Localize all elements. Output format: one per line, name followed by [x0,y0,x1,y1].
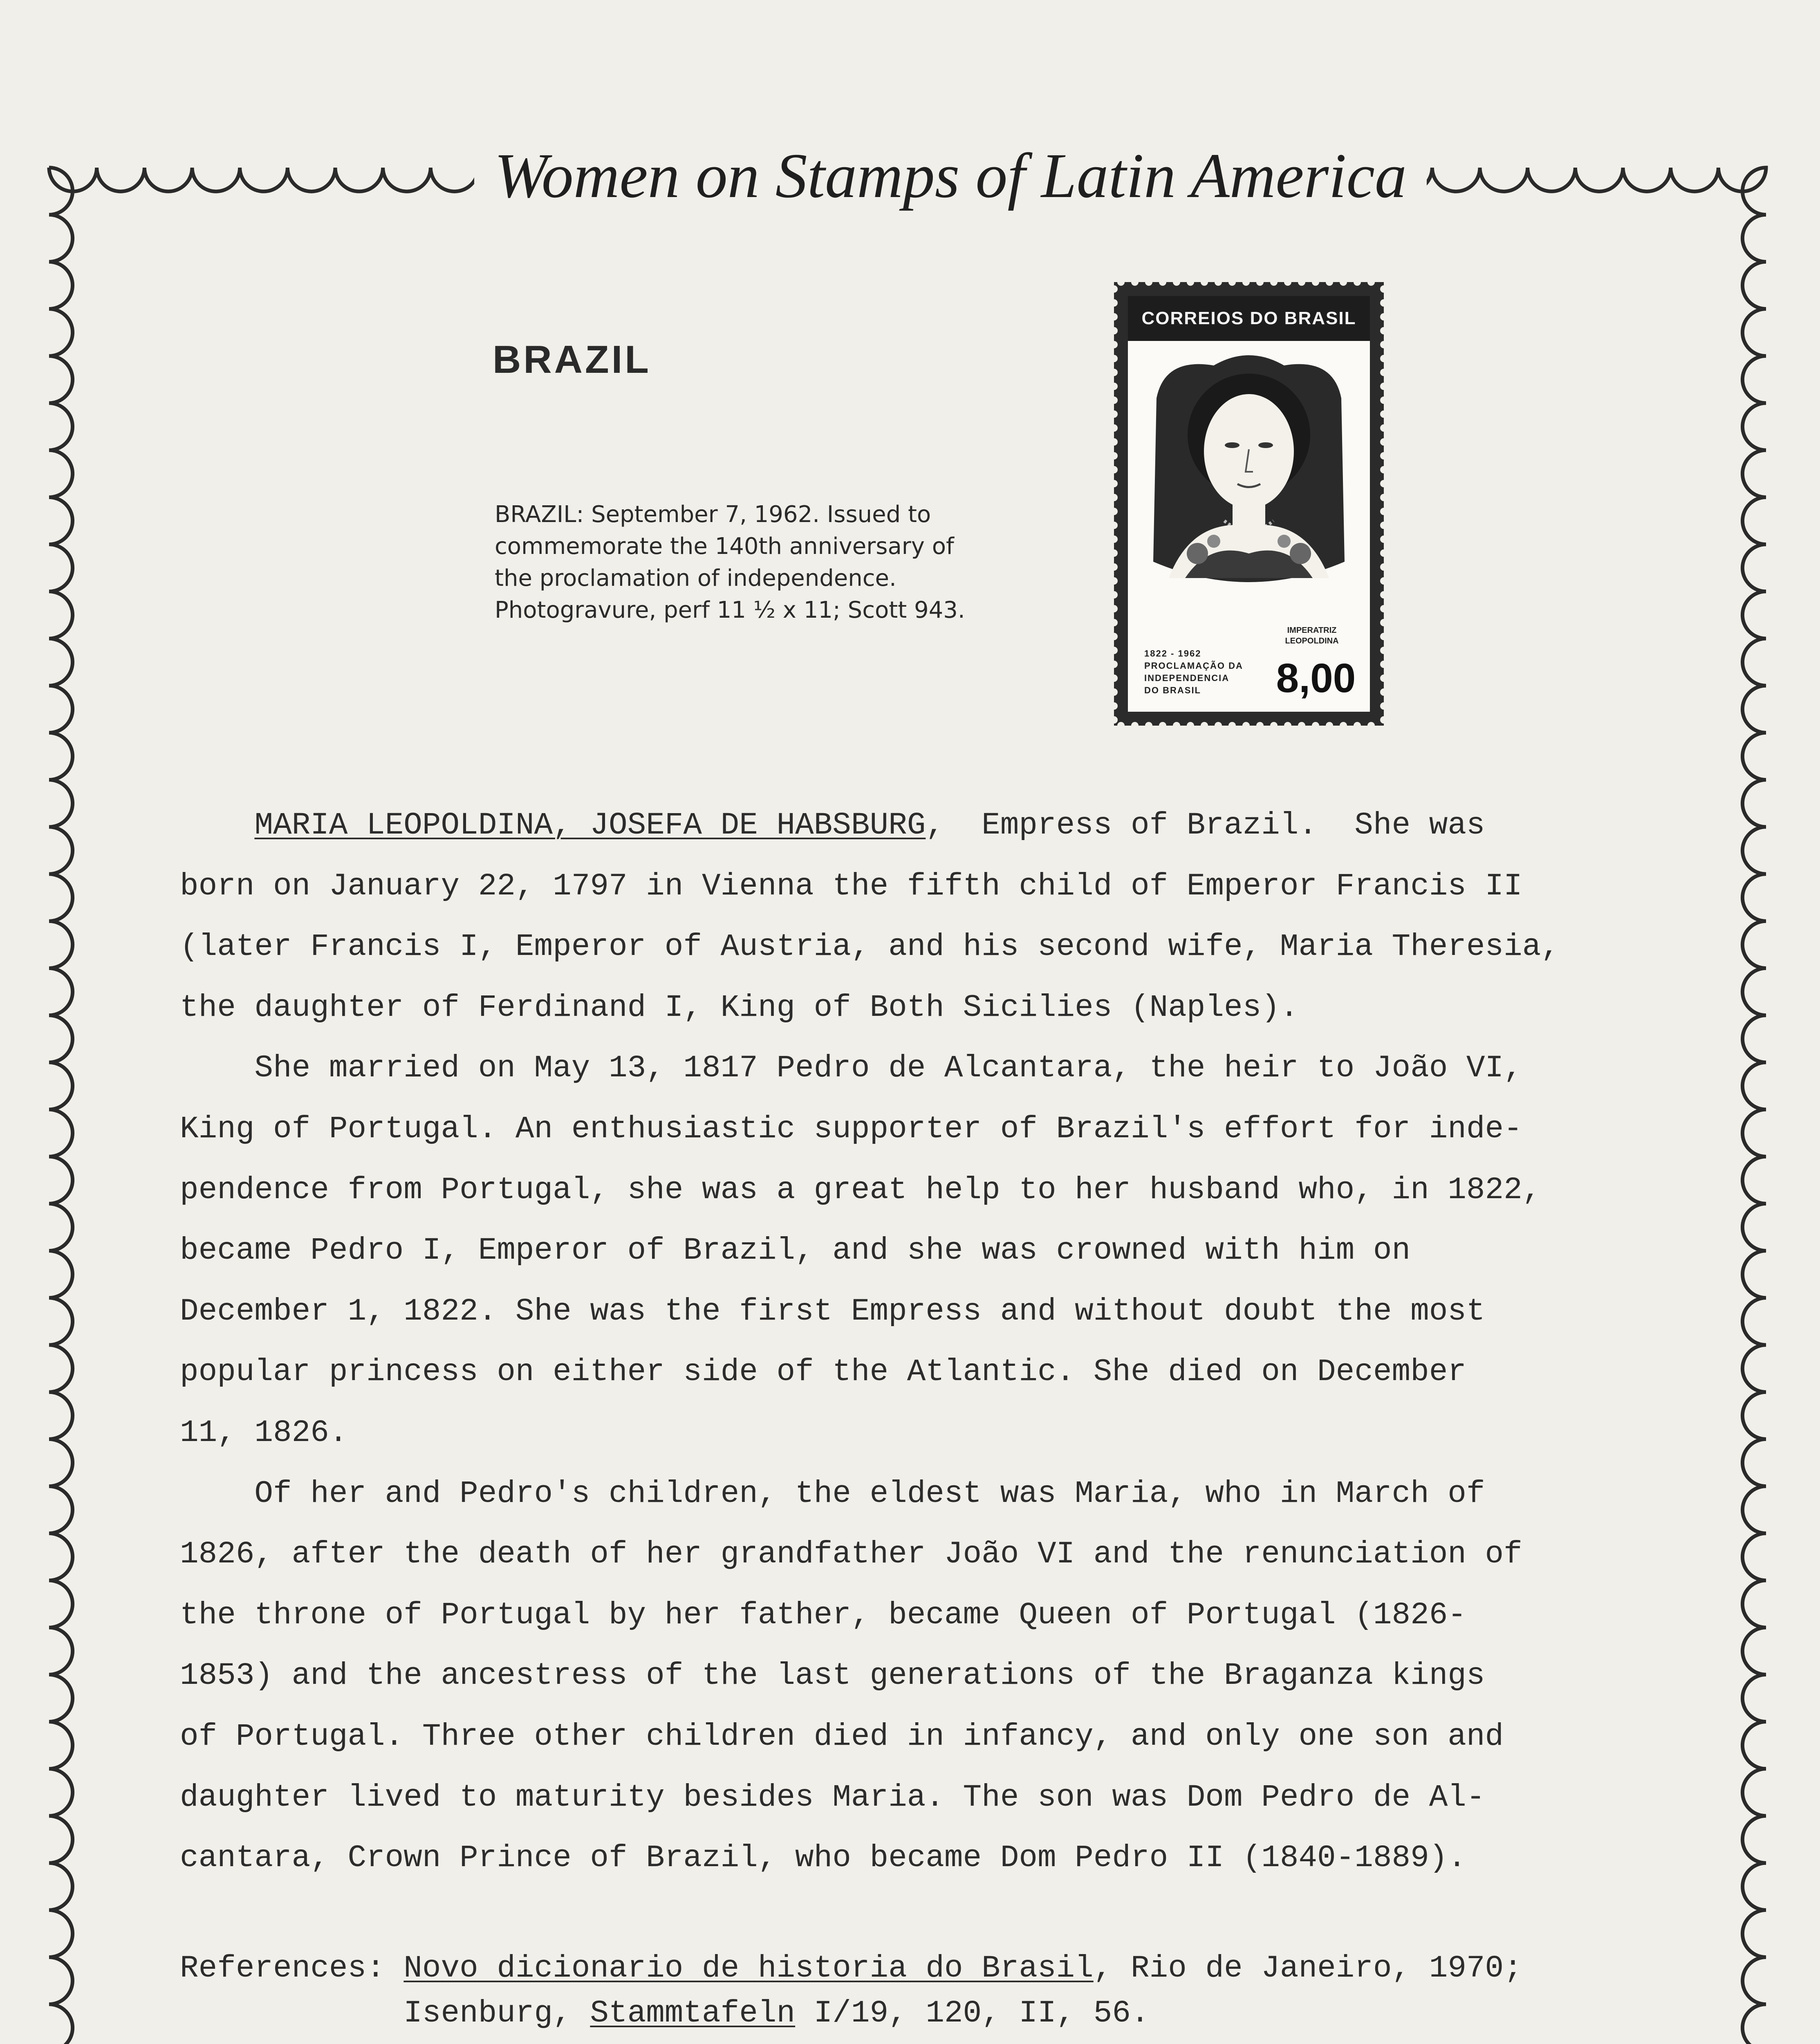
stamp-portrait [1140,349,1358,594]
body-line: Of her and Pedro's children, the eldest was Maria, who in March of [180,1476,1485,1511]
reference-rest: , Rio de Janeiro, 1970; [1093,1951,1522,1986]
body-line: 1826, after the death of her grandfather João VI and the renunciation of [180,1537,1522,1572]
body-line: became Pedro I, Emperor of Brazil, and she was crowned with him on [180,1233,1411,1269]
reference-line [180,1946,1643,1991]
issue-note-line: commemorate the 140th anniversary of [495,533,954,560]
body-line: popular princess on either side of the Atlantic. She died on December [180,1354,1466,1390]
stamp-denomination: 8,00 [1276,655,1356,701]
body-line [180,795,1643,856]
reference-line [180,1991,1643,2036]
body-line: pendence from Portugal, she was a great help to her husband who, in 1822, [180,1172,1541,1208]
country-heading: BRAZIL [493,338,651,381]
stamp-imperatriz-line: IMPERATRIZ [1287,626,1337,635]
stamp-imperatriz-label [1267,625,1357,646]
reference-indent: Isenburg, [180,1996,590,2031]
issue-note-line: Photogravure, perf 11 ½ x 11; Scott 943. [495,597,965,623]
body-line: 1853) and the ancestress of the last generations of the Braganza kings [180,1658,1485,1694]
body-line: She married on May 13, 1817 Pedro de Alcantara, the heir to João VI, [180,1051,1522,1086]
stamp-years-line: 1822 - 1962 [1144,648,1201,659]
issue-note [495,499,1059,626]
body-line: of Portugal. Three other children died in infancy, and only one son and [180,1719,1504,1754]
body-line: the daughter of Ferdinand I, King of Both Sicilies (Naples). [180,990,1299,1025]
stamp-commemoration-text [1144,648,1259,697]
stamp-header: CORREIOS DO BRASIL [1128,296,1370,341]
biography-text [180,795,1643,1889]
stamp-years-line: PROCLAMAÇÃO DA [1144,661,1243,671]
subject-name: MARIA LEOPOLDINA, JOSEFA DE HABSBURG [254,808,926,843]
body-line: (later Francis I, Emperor of Austria, and his second wife, Maria Theresia, [180,929,1560,965]
references-label: References: [180,1951,404,1986]
references [180,1946,1643,2036]
reference-title: Novo dicionario de historia do Brasil [403,1951,1094,1986]
body-line: 11, 1826. [180,1415,348,1450]
body-line: cantara, Crown Prince of Brazil, who became Dom Pedro II (1840-1889). [180,1840,1466,1876]
page-title: Women on Stamps of Latin America [474,135,1427,217]
body-line: King of Portugal. An enthusiastic supporter of Brazil's effort for inde- [180,1111,1522,1147]
stamp-years-line: INDEPENDENCIA [1144,673,1230,683]
issue-note-line: the proclamation of independence. [495,565,897,592]
body-line: daughter lived to maturity besides Maria. The son was Dom Pedro de Al- [180,1780,1485,1815]
stamp-years-line: DO BRASIL [1144,685,1201,695]
stamp-image [1114,282,1384,726]
body-line: born on January 22, 1797 in Vienna the fifth child of Emperor Francis II [180,868,1522,904]
stamp-face [1128,296,1370,712]
body-line: the throne of Portugal by her father, became Queen of Portugal (1826- [180,1597,1466,1633]
reference-rest: I/19, 120, II, 56. [795,1996,1150,2031]
reference-title: Stammtafeln [590,1996,796,2031]
body-line-rest: , Empress of Brazil. She was [926,808,1485,843]
body-line: December 1, 1822. She was the first Empress and without doubt the most [180,1293,1485,1329]
stamp-imperatriz-line: LEOPOLDINA [1285,637,1339,645]
issue-note-line: BRAZIL: September 7, 1962. Issued to [495,501,931,528]
